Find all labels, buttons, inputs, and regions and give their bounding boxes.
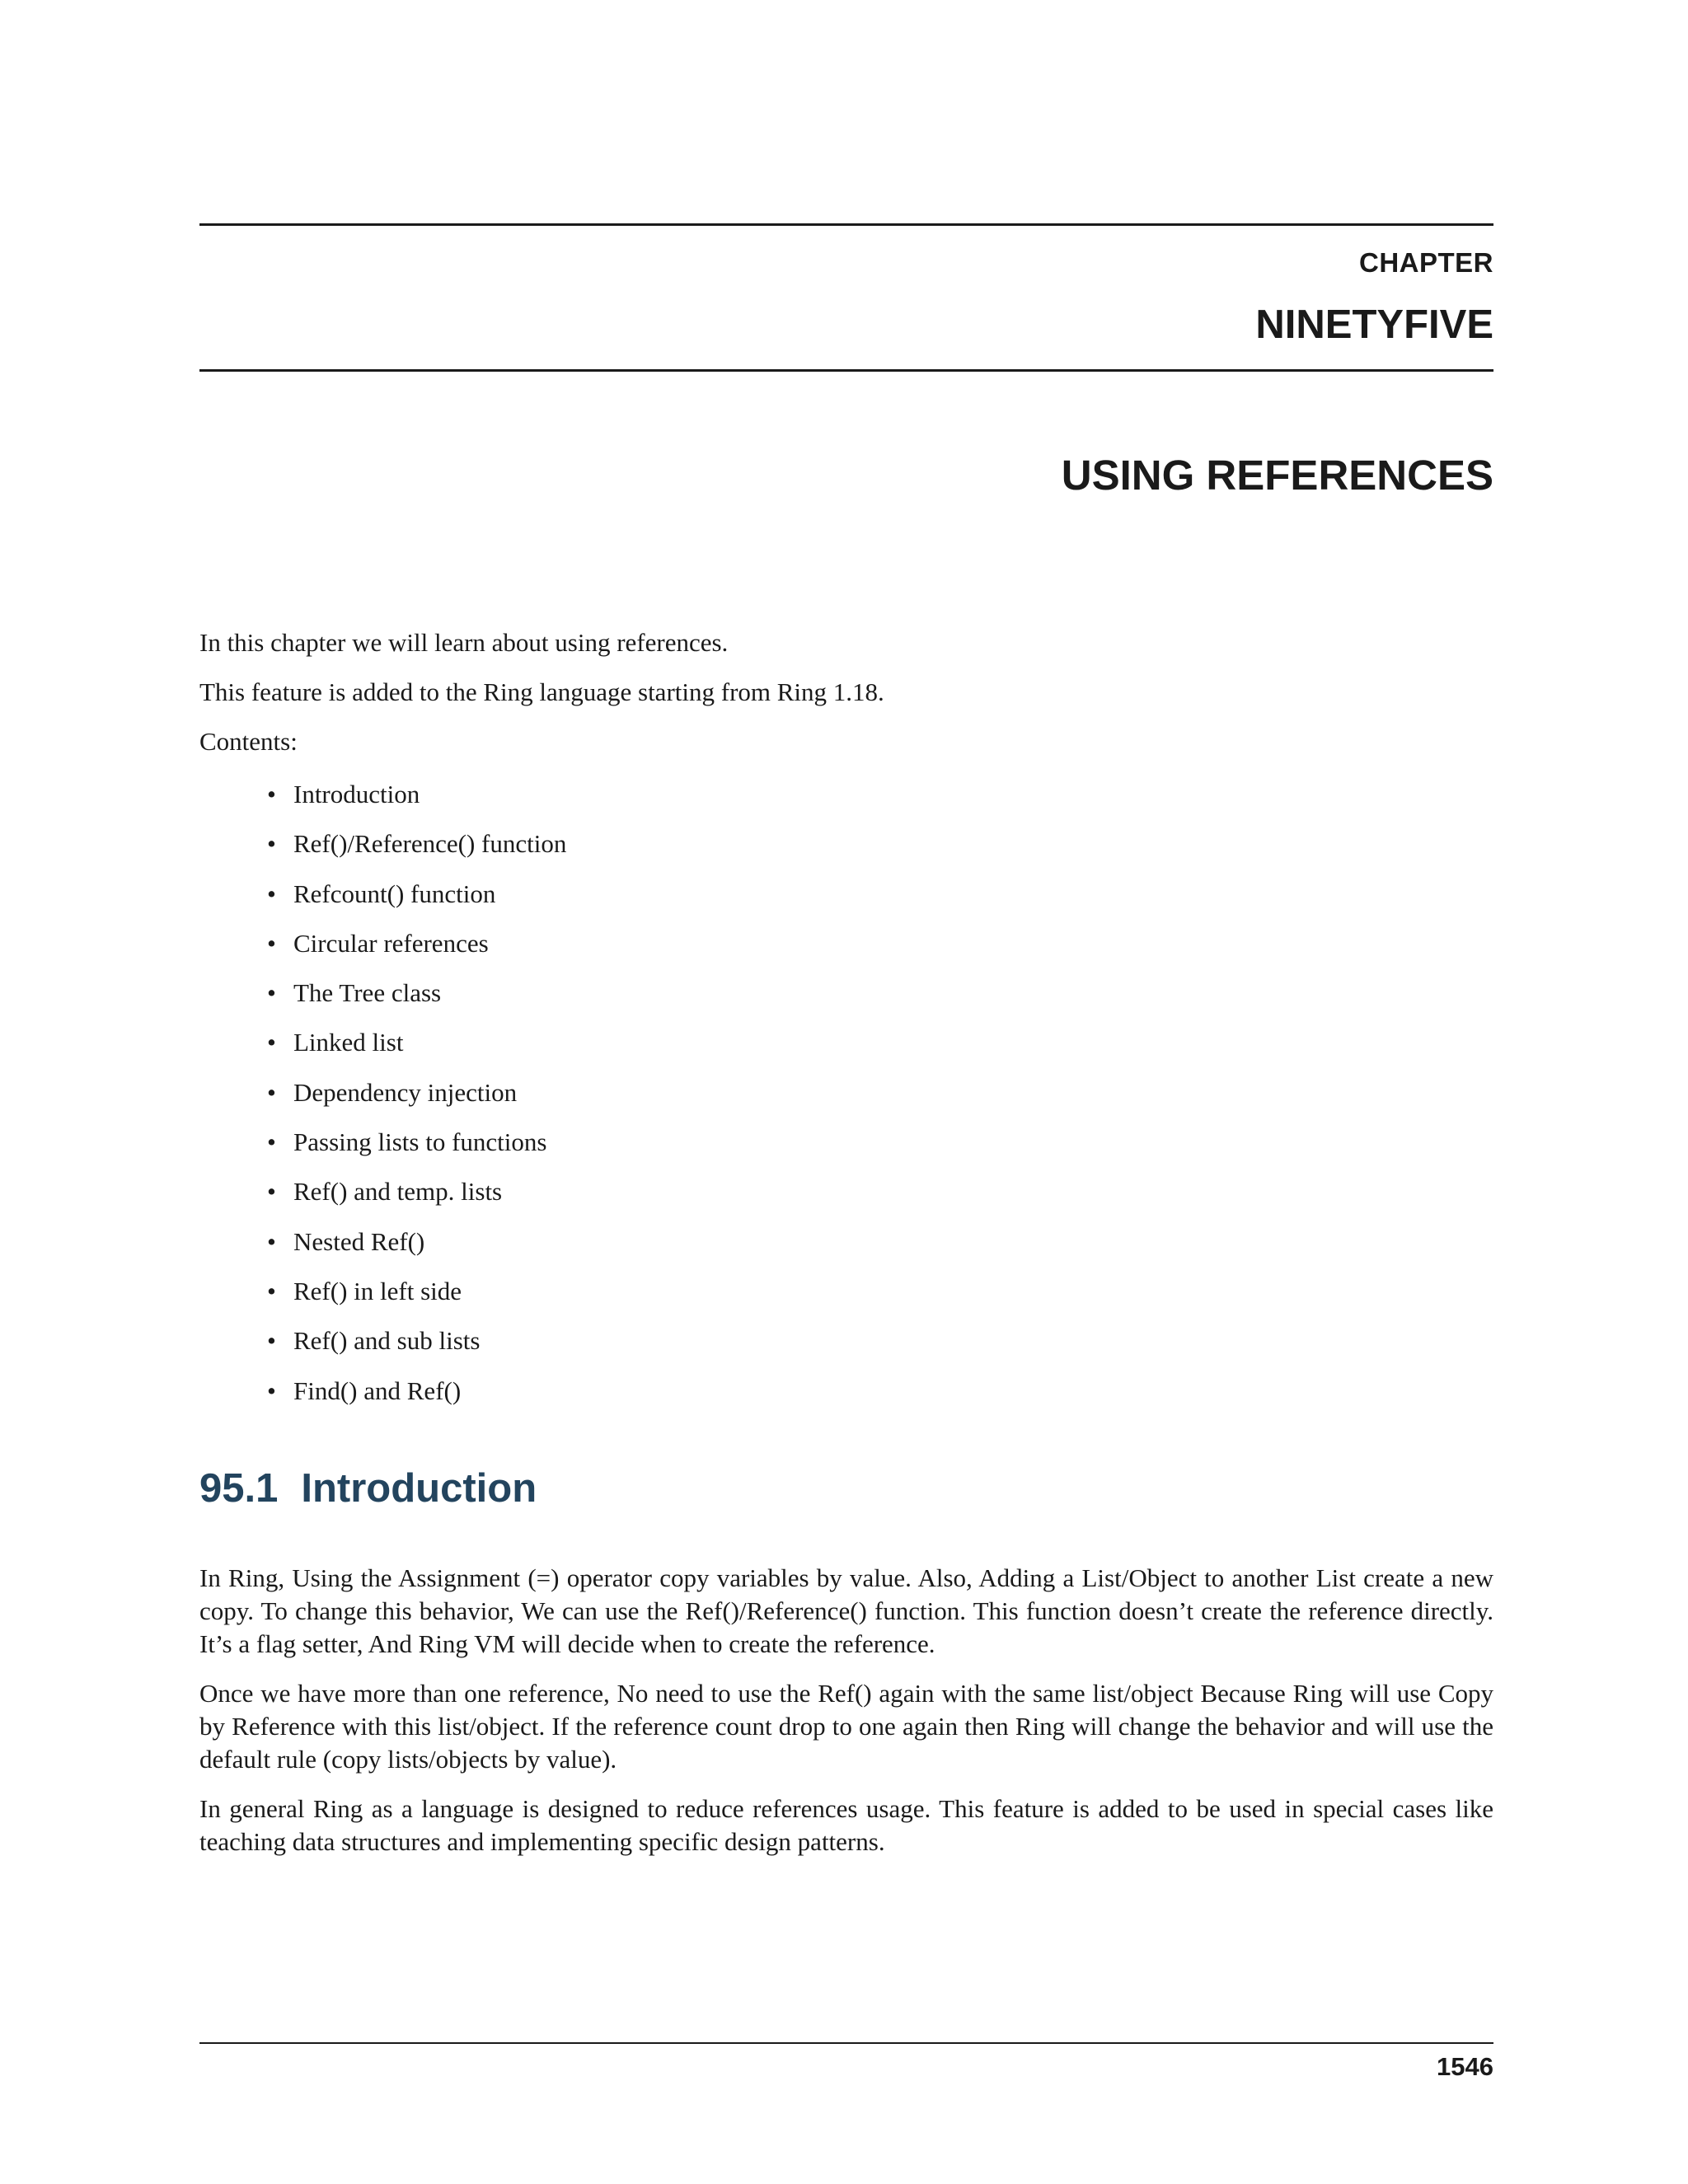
contents-item-label: Circular references bbox=[293, 928, 489, 958]
chapter-title: USING REFERENCES bbox=[1061, 452, 1493, 499]
intro-paragraph: In this chapter we will learn about using references. bbox=[199, 628, 729, 657]
bullet-icon: • bbox=[267, 1326, 276, 1356]
body-paragraph: Once we have more than one reference, No need to use the Ref() again with the same list/object Because Ring will use Copy by Reference with this list/object. If the reference count drop to one again then Ring will change the behavior and will use the default rule (copy lists/objects by value). bbox=[199, 1679, 1493, 1774]
header-rule-top bbox=[199, 223, 1493, 226]
contents-item-dependency-injection[interactable] bbox=[267, 1073, 566, 1122]
page-number: 1546 bbox=[1437, 2052, 1493, 2081]
contents-item-label: Ref()/Reference() function bbox=[293, 829, 567, 859]
bullet-icon: • bbox=[267, 1127, 276, 1157]
contents-item-label: Linked list bbox=[293, 1028, 404, 1057]
contents-item-refcount-function[interactable] bbox=[267, 874, 566, 924]
bullet-icon: • bbox=[267, 978, 276, 1008]
bullet-icon: • bbox=[267, 879, 276, 908]
contents-item-ref-left-side[interactable] bbox=[267, 1272, 566, 1321]
contents-item-label: The Tree class bbox=[293, 978, 442, 1008]
bullet-icon: • bbox=[267, 1226, 276, 1256]
contents-item-label: Introduction bbox=[293, 780, 420, 808]
contents-list bbox=[267, 775, 566, 1421]
intro-block bbox=[199, 626, 1493, 775]
contents-item-ref-temp-lists[interactable] bbox=[267, 1172, 566, 1221]
section-number: 95.1 bbox=[199, 1466, 279, 1511]
bullet-icon: • bbox=[267, 1028, 276, 1057]
chapter-number: NINETYFIVE bbox=[1255, 302, 1493, 347]
bullet-icon: • bbox=[267, 928, 276, 958]
bullet-icon: • bbox=[267, 1276, 276, 1305]
bullet-icon: • bbox=[267, 1177, 276, 1207]
contents-item-label: Nested Ref() bbox=[293, 1226, 425, 1256]
contents-item-ref-sub-lists[interactable] bbox=[267, 1321, 566, 1371]
header-rule-bottom bbox=[199, 369, 1493, 372]
section-heading bbox=[199, 1465, 537, 1511]
contents-item-label: Refcount() function bbox=[293, 879, 496, 908]
bullet-icon: • bbox=[267, 829, 276, 859]
body-paragraph: In Ring, Using the Assignment (=) operator copy variables by value. Also, Adding a List/Object to another List create a new copy. To change this behavior, We can use the Ref()/Reference() function. This function doesn’t create the reference directly. It’s a flag setter, And Ring VM will decide when to create the reference. bbox=[199, 1563, 1493, 1658]
contents-item-label: Passing lists to functions bbox=[293, 1127, 547, 1157]
bullet-icon: • bbox=[267, 1376, 276, 1405]
footer-rule bbox=[199, 2042, 1493, 2044]
contents-item-tree-class[interactable] bbox=[267, 973, 566, 1023]
chapter-label: CHAPTER bbox=[1358, 247, 1493, 278]
contents-item-linked-list[interactable] bbox=[267, 1023, 566, 1072]
contents-item-label: Ref() in left side bbox=[293, 1276, 462, 1305]
contents-item-label: Ref() and temp. lists bbox=[293, 1177, 503, 1207]
contents-item-introduction[interactable] bbox=[267, 775, 566, 824]
section-title: Introduction bbox=[301, 1466, 537, 1511]
bullet-icon: • bbox=[267, 780, 276, 808]
contents-item-ref-reference-function[interactable] bbox=[267, 824, 566, 874]
contents-item-circular-references[interactable] bbox=[267, 924, 566, 973]
contents-item-label: Dependency injection bbox=[293, 1077, 518, 1107]
body-paragraph: In general Ring as a language is designed to reduce references usage. This feature is added to be used in special cases like teaching data structures and implementing specific design patterns. bbox=[199, 1794, 1493, 1856]
contents-item-find-and-ref[interactable] bbox=[267, 1371, 566, 1421]
contents-item-passing-lists[interactable] bbox=[267, 1122, 566, 1172]
contents-item-label: Ref() and sub lists bbox=[293, 1326, 481, 1356]
intro-paragraph: This feature is added to the Ring language starting from Ring 1.18. bbox=[199, 677, 884, 706]
section-body bbox=[199, 1562, 1493, 1875]
contents-item-nested-ref[interactable] bbox=[267, 1222, 566, 1272]
contents-item-label: Find() and Ref() bbox=[293, 1376, 462, 1405]
bullet-icon: • bbox=[267, 1077, 276, 1107]
document-page bbox=[199, 0, 1493, 2184]
contents-label: Contents: bbox=[199, 727, 298, 756]
